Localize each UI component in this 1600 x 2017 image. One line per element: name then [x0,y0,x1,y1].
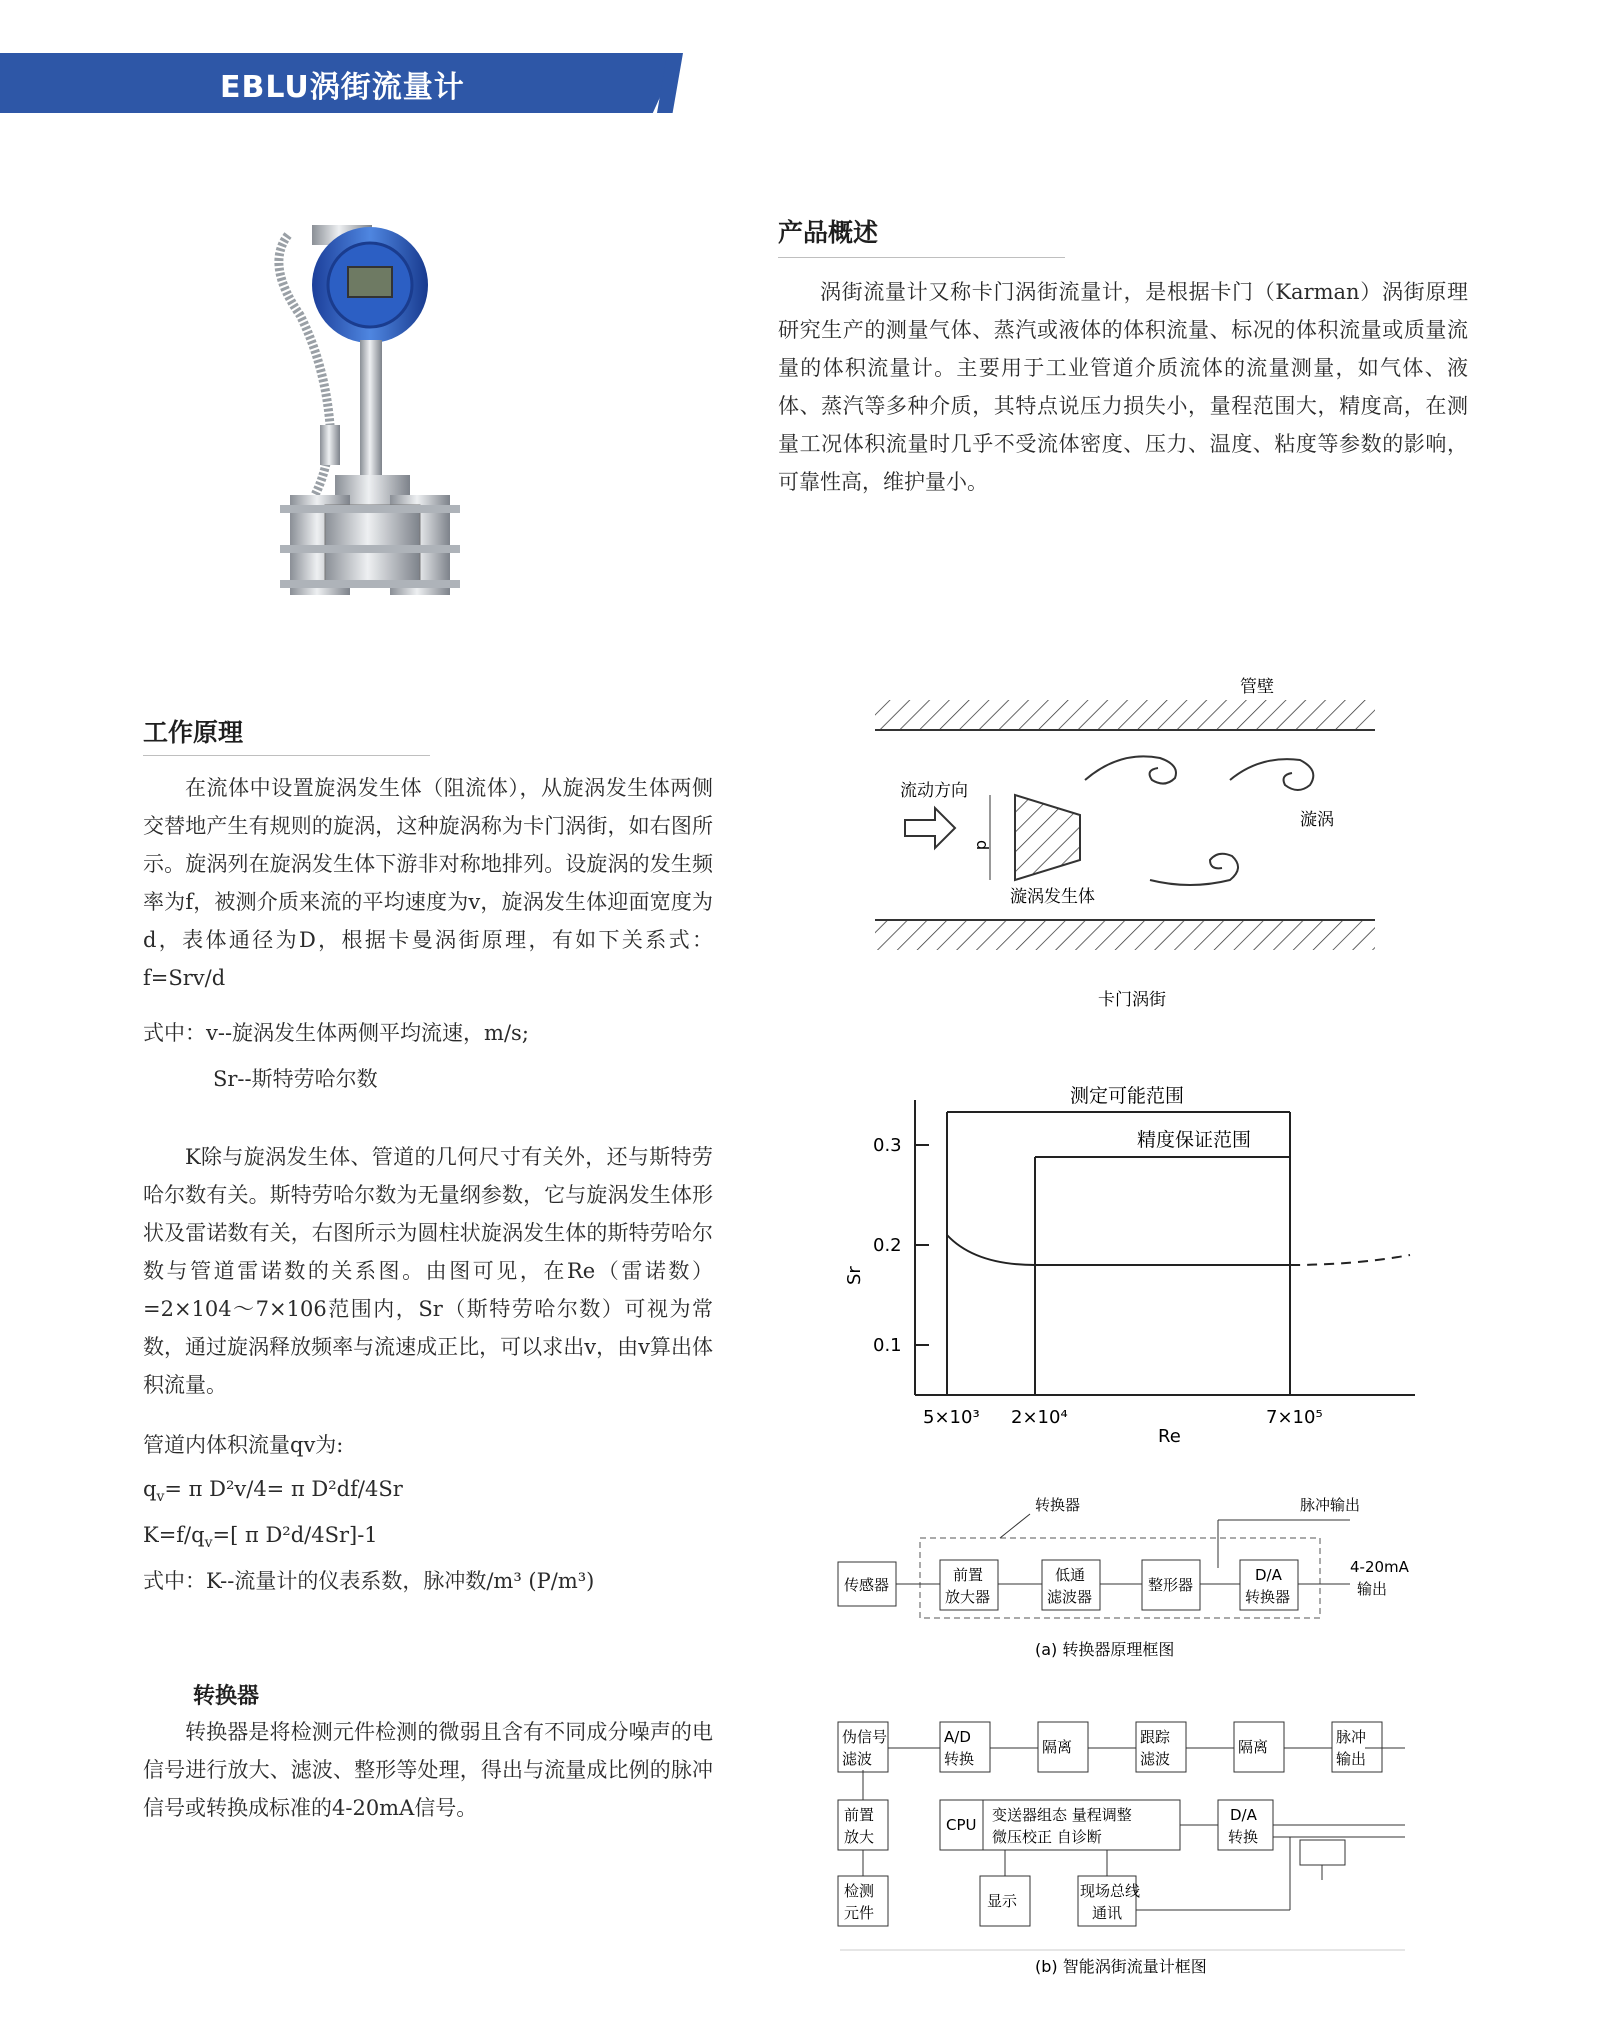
svg-text:D/A: D/A [1255,1566,1282,1584]
svg-text:检测: 检测 [844,1882,875,1900]
smart-vortex-block-diagram [830,1710,1420,1980]
signal-lamp-icon [1300,1840,1345,1865]
vortex-generator-shape [1015,795,1080,880]
overview-title: 产品概述 [778,218,879,247]
page-title: EBLU涡街流量计 [220,70,465,105]
svg-text:转换器: 转换器 [1245,1588,1291,1606]
svg-text:元件: 元件 [844,1904,875,1922]
block-b-label: 输出 [1336,1750,1367,1768]
svg-text:CPU: CPU [946,1816,977,1834]
block-b-label: 滤波 [842,1750,873,1768]
principle-rule [143,755,430,756]
block-b-label: 跟踪 [1140,1728,1171,1746]
x-tick-label: 7×10⁵ [1266,1407,1323,1428]
sr-curve [947,1235,1290,1265]
svg-text:整形器: 整形器 [1148,1576,1194,1594]
svg-text:转换: 转换 [1228,1828,1259,1846]
svg-text:放大: 放大 [844,1828,875,1846]
x-tick-label: 2×10⁴ [1011,1407,1068,1428]
sr-curve-extrapolated [1290,1255,1410,1265]
svg-text:4-20mA: 4-20mA [1350,1558,1409,1576]
chart-ylabel: Sr [844,1266,865,1285]
y-tick-label: 0.3 [873,1135,902,1156]
svg-text:低通: 低通 [1055,1566,1086,1584]
principle-paragraph-2: K除与旋涡发生体、管道的几何尺寸有关外，还与斯特劳哈尔数有关。斯特劳哈尔数为无量纲参数，它与旋涡发生体形状及雷诺数有关，右图所示为圆柱状旋涡发生体的斯特劳哈尔数与管道雷诺数的关系图。由图可见，在Re（雷诺数）=2×104～7×106范围内，Sr（斯特劳哈尔数）可视为常数，通过旋涡释放频率与流速成正比，可以求出v，由v算出体积流量。 [143,1145,713,1397]
block-b-label: 脉冲 [1336,1728,1367,1746]
converter-block-diagram [830,1490,1410,1670]
block-b-label: 伪信号 [842,1728,888,1746]
block-b-label: 转换 [944,1750,975,1768]
block-a-caption: (a) 转换器原理框图 [1035,1640,1175,1659]
block-b-label: 隔离 [1238,1738,1269,1756]
karman-caption: 卡门涡街 [1098,990,1166,1010]
definition-sr: Sr--斯特劳哈尔数 [213,1067,378,1091]
flow-formula: $q_v= \pi$ D²v/4= π D²df/4Sr [143,1477,403,1506]
svg-text:D/A: D/A [1230,1806,1257,1824]
overview-text: 涡街流量计又称卡门涡街流量计，是根据卡门（Karman）涡街原理研究生产的测量气体、蒸汽或液体的体积流量、标况的体积流量或质量流量的体积流量计。主要用于工业管道介质流体的流量测量，如气体、液体、蒸汽等多种介质，其特点说压力损失小，量程范围大，精度高，在测量工况体积流量时几乎不受流体密度、压力、温度、粘度等参数的影响，可靠性高，维护量小。 [778,280,1468,494]
product-image [270,205,470,605]
svg-text:输出: 输出 [1357,1580,1388,1598]
flow-formula-title: 管道内体积流量qv为: [143,1433,344,1457]
block-b-label: A/D [944,1728,971,1746]
chart-xlabel: Re [1158,1426,1181,1447]
svg-text:转换器: 转换器 [1035,1496,1081,1514]
svg-text:滤波器: 滤波器 [1047,1588,1093,1606]
k-definition: 式中：K--流量计的仪表系数，脉冲数/m³ (P/m³) [143,1569,595,1593]
svg-text:d: d [973,840,992,851]
measurable-range-label: 测定可能范围 [1070,1085,1185,1107]
overview-rule [778,257,1065,258]
principle-title: 工作原理 [143,718,244,747]
converter-title: 转换器 [193,1684,260,1709]
block-b-label: 隔离 [1042,1738,1073,1756]
svg-text:前置: 前置 [844,1806,875,1824]
karman-vortex-diagram [860,670,1420,1030]
generator-label: 漩涡发生体 [1010,887,1095,907]
svg-text:现场总线: 现场总线 [1080,1882,1141,1900]
k-formula: $K=f/q_v=$[ π D²d/4Sr]-1 [143,1523,378,1552]
svg-text:放大器: 放大器 [945,1588,991,1606]
principle-paragraph-1: 在流体中设置旋涡发生体（阻流体），从旋涡发生体两侧交替地产生有规则的旋涡，这种旋涡称为卡门涡街，如右图所示。旋涡列在旋涡发生体下游非对称地排列。设旋涡的发生频率为f，被测介质来流的平均速度为v，旋涡发生体迎面宽度为d，表体通径为D，根据卡曼涡街原理，有如下关系式：f=Srv/d [143,776,713,990]
x-tick-label: 5×10³ [923,1407,980,1428]
svg-text:变送器组态 量程调整: 变送器组态 量程调整 [992,1806,1132,1824]
converter-text: 转换器是将检测元件检测的微弱且含有不同成分噪声的电信号进行放大、滤波、整形等处理，得出与流量成比例的脉冲信号或转换成标准的4-20mA信号。 [143,1720,713,1820]
sr-re-chart [835,1080,1435,1450]
svg-text:通讯: 通讯 [1092,1904,1123,1922]
vortex-label: 漩涡 [1300,810,1334,830]
flow-direction-label: 流动方向 [900,781,968,801]
svg-text:微压校正 自诊断: 微压校正 自诊断 [992,1828,1102,1846]
svg-text:传感器: 传感器 [844,1576,890,1594]
svg-text:脉冲输出: 脉冲输出 [1300,1496,1361,1514]
accuracy-range-label: 精度保证范围 [1137,1129,1252,1151]
definition-v: 式中：v--旋涡发生体两侧平均流速，m/s; [143,1021,529,1045]
block-b-caption: (b) 智能涡街流量计框图 [1035,1957,1207,1976]
block-b-label: 滤波 [1140,1750,1171,1768]
y-tick-label: 0.1 [873,1335,902,1356]
flow-arrow-icon [905,808,955,848]
y-tick-label: 0.2 [873,1235,902,1256]
pipe-wall-label: 管壁 [1240,677,1274,697]
svg-text:前置: 前置 [953,1566,984,1584]
svg-text:显示: 显示 [987,1892,1018,1910]
